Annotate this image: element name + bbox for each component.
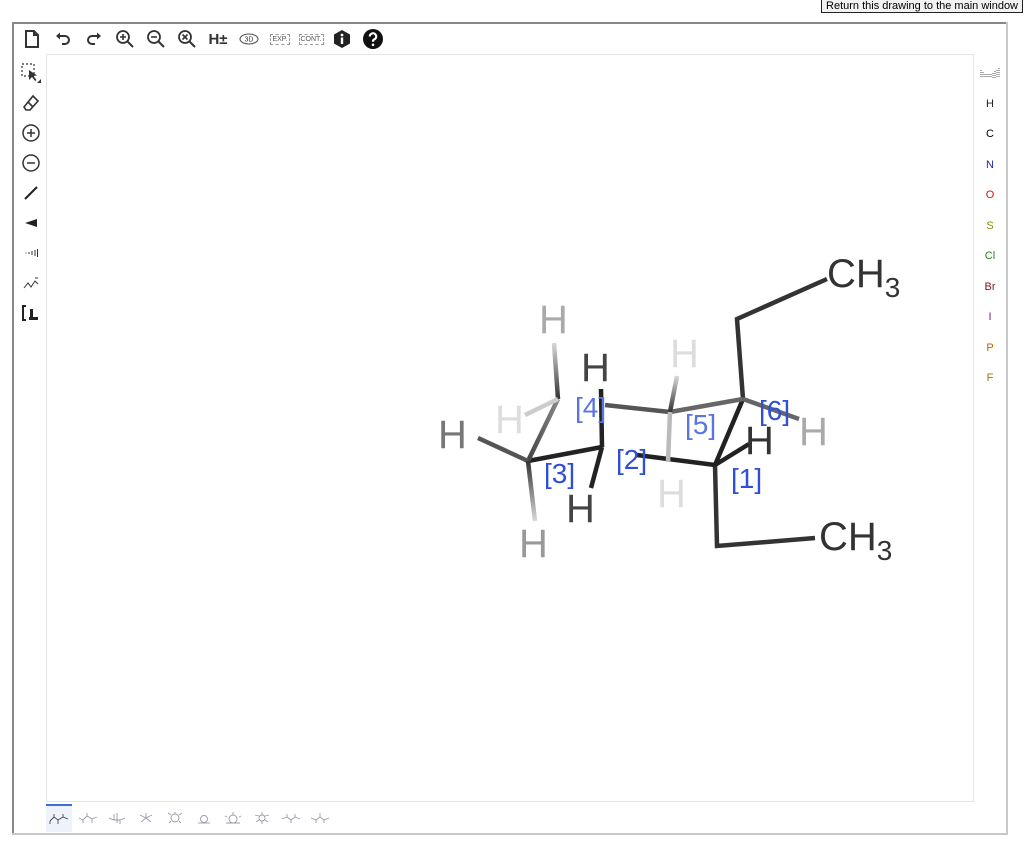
chain-template-icon [280, 811, 302, 825]
element-s-button[interactable]: S [986, 219, 994, 232]
methyl-label: $CH_3$ [819, 515, 893, 566]
plus-charge-icon [21, 123, 41, 143]
minus-charge-icon [21, 153, 41, 173]
zoom-reset-button[interactable] [175, 27, 199, 51]
hash-bond-button[interactable] [16, 238, 46, 268]
expand-label: EXP. [272, 35, 288, 43]
ring-template-icon [193, 811, 215, 825]
template-cyclohexane-button[interactable] [220, 804, 246, 832]
positive-charge-button[interactable] [16, 118, 46, 148]
hydrogen-label: H [670, 332, 699, 376]
hydrogen-label: H [438, 413, 467, 457]
bracket-icon [21, 303, 41, 323]
projection-template-icon [251, 811, 273, 825]
hydrogen-label: H [657, 472, 686, 516]
atom-locant: [1] [731, 463, 763, 494]
top-toolbar [20, 25, 392, 53]
new-drawing-button[interactable] [20, 27, 44, 51]
contract-button[interactable] [299, 27, 323, 51]
methyl-label: $CH_3$ [827, 252, 901, 303]
single-bond-icon [22, 184, 40, 202]
expand-button[interactable] [268, 27, 292, 51]
left-toolbar [16, 58, 46, 328]
template-newman-button[interactable] [133, 804, 159, 832]
rotate-3d-icon [238, 31, 260, 47]
return-to-main-window-button[interactable]: Return this drawing to the main window [821, 0, 1023, 13]
template-chain-a-button[interactable] [278, 804, 304, 832]
atom-locant: [2] [616, 444, 648, 475]
template-chair-button[interactable] [46, 804, 72, 832]
element-f-button[interactable]: F [986, 372, 994, 385]
new-document-icon [23, 29, 41, 49]
hydrogen-label: H [539, 298, 568, 342]
chain-tool-button[interactable] [16, 268, 46, 298]
bond [554, 343, 558, 399]
hydrogen-label: H [495, 398, 524, 442]
negative-charge-button[interactable] [16, 148, 46, 178]
lasso-select-icon [20, 62, 42, 84]
select-tool-button[interactable] [16, 58, 46, 88]
chair-flip-template-icon [77, 811, 99, 825]
boat-template-icon [106, 811, 128, 825]
zoom-out-icon [146, 29, 166, 49]
view-3d-label: 3D [244, 36, 254, 44]
bracket-tool-button[interactable] [16, 298, 46, 328]
chain-icon [22, 274, 40, 292]
element-cl-button[interactable]: Cl [984, 250, 996, 263]
template-cyclopentane-button[interactable] [191, 804, 217, 832]
zoom-in-icon [115, 29, 135, 49]
bond [637, 455, 715, 465]
editor-frame-edge [12, 833, 1008, 835]
info-button[interactable] [330, 27, 354, 51]
hydrogen-label: H [745, 419, 774, 463]
help-icon [362, 28, 384, 50]
bond [591, 447, 602, 488]
atom-locant: [5] [685, 409, 717, 440]
element-p-button[interactable]: P [986, 341, 994, 354]
single-bond-button[interactable] [16, 178, 46, 208]
redo-button[interactable] [82, 27, 106, 51]
template-strip [46, 803, 336, 833]
hashed-bond-icon [22, 244, 40, 262]
hydrogen-label: H [519, 522, 548, 566]
bond [668, 412, 670, 462]
hydrogen-label: H [566, 487, 595, 531]
toggle-hydrogens-label: H± [208, 30, 228, 48]
element-toolbar [976, 58, 1004, 394]
newman-template-icon [135, 811, 157, 825]
eraser-icon [21, 93, 41, 113]
element-n-button[interactable]: N [986, 158, 994, 171]
molecule-drawing [47, 55, 973, 801]
bond [528, 461, 535, 521]
bond [737, 279, 827, 399]
element-i-button[interactable]: I [988, 311, 992, 324]
template-boat-button[interactable] [104, 804, 130, 832]
view-3d-button[interactable] [237, 27, 261, 51]
drawing-canvas[interactable] [46, 54, 974, 802]
bond [605, 405, 670, 412]
editor-frame-edge [1006, 22, 1008, 835]
template-chair-flip-button[interactable] [75, 804, 101, 832]
zoom-in-button[interactable] [113, 27, 137, 51]
undo-button[interactable] [51, 27, 75, 51]
bond [670, 376, 677, 412]
template-newman-circle-button[interactable] [162, 804, 188, 832]
periodic-table-icon [980, 67, 1000, 79]
template-chain-b-button[interactable] [307, 804, 333, 832]
template-projection-button[interactable] [249, 804, 275, 832]
hydrogen-label: H [581, 346, 610, 390]
contract-label: CONT. [300, 35, 322, 43]
undo-icon [54, 30, 72, 48]
redo-icon [85, 30, 103, 48]
eraser-tool-button[interactable] [16, 88, 46, 118]
periodic-table-button[interactable] [976, 58, 1004, 89]
wedge-bond-icon [22, 214, 40, 232]
zoom-out-button[interactable] [144, 27, 168, 51]
zoom-reset-icon [177, 29, 197, 49]
element-h-button[interactable]: H [986, 97, 994, 110]
wedge-bond-button[interactable] [16, 208, 46, 238]
bond [715, 465, 815, 546]
element-o-button[interactable]: O [985, 189, 995, 202]
atom-locant: [6] [759, 395, 791, 426]
chair-template-icon [48, 812, 70, 826]
ring-template-icon [222, 811, 244, 825]
element-br-button[interactable]: Br [984, 280, 996, 293]
chain-template-icon [309, 811, 331, 825]
info-icon [332, 29, 352, 49]
hydrogen-label: H [799, 410, 828, 454]
element-c-button[interactable]: C [986, 128, 994, 141]
toggle-hydrogens-button[interactable] [206, 27, 230, 51]
atom-locant: [3] [544, 458, 576, 489]
atom-locant: [4] [575, 392, 607, 423]
help-button[interactable] [361, 27, 385, 51]
newman-circle-template-icon [164, 811, 186, 825]
